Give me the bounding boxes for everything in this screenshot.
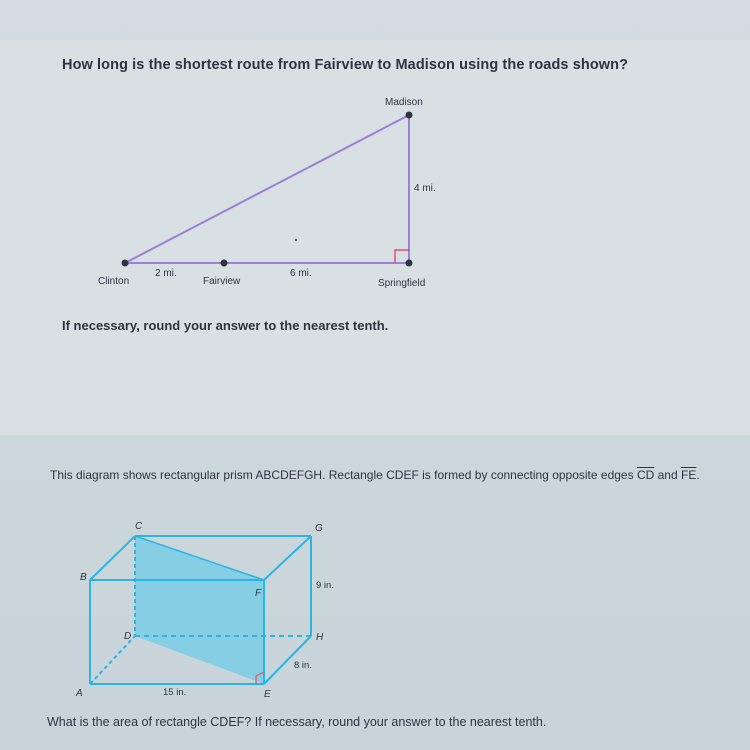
vertex-label-h: H (316, 632, 324, 643)
vertex-label-a: A (76, 688, 83, 699)
edge-fe-label: $\overline{FE}$ (681, 468, 697, 482)
town-label-clinton: Clinton (98, 276, 130, 287)
vertex-label-c: C (135, 521, 143, 532)
dimension-label-height: 9 in. (316, 580, 334, 591)
vertex-label-b: B (80, 572, 87, 583)
distance-label-fairview-springfield: 6 mi. (290, 268, 312, 279)
town-label-madison: Madison (385, 97, 423, 108)
vertex-label-g: G (315, 523, 323, 534)
vertex-label-d: D (124, 631, 132, 642)
edge-cd-label: $\overline{CD}$ (636, 468, 655, 482)
period-text: . (696, 468, 700, 482)
rounding-note: If necessary, round your answer to the nearest tenth. (62, 318, 389, 333)
dimension-label-width: 15 in. (163, 687, 187, 698)
question-1-prompt: How long is the shortest route from Fairview to Madison using the roads shown? (62, 57, 629, 73)
question-2-prompt: What is the area of rectangle CDEF? If necessary, round your answer to the nearest tenth. (47, 715, 547, 729)
vertex-label-f: F (255, 588, 262, 599)
vertex-label-e: E (264, 689, 271, 700)
distance-label-clinton-fairview: 2 mi. (155, 268, 177, 279)
town-label-springfield: Springfield (378, 278, 426, 289)
town-label-fairview: Fairview (203, 276, 241, 287)
and-text: and (657, 468, 678, 482)
distance-label-madison-springfield: 4 mi. (414, 183, 436, 194)
question-2-intro-text: This diagram shows rectangular prism ABCDEFGH. Rectangle CDEF is formed by connecting opposite edges (50, 468, 634, 482)
dimension-label-depth: 8 in. (294, 660, 312, 671)
